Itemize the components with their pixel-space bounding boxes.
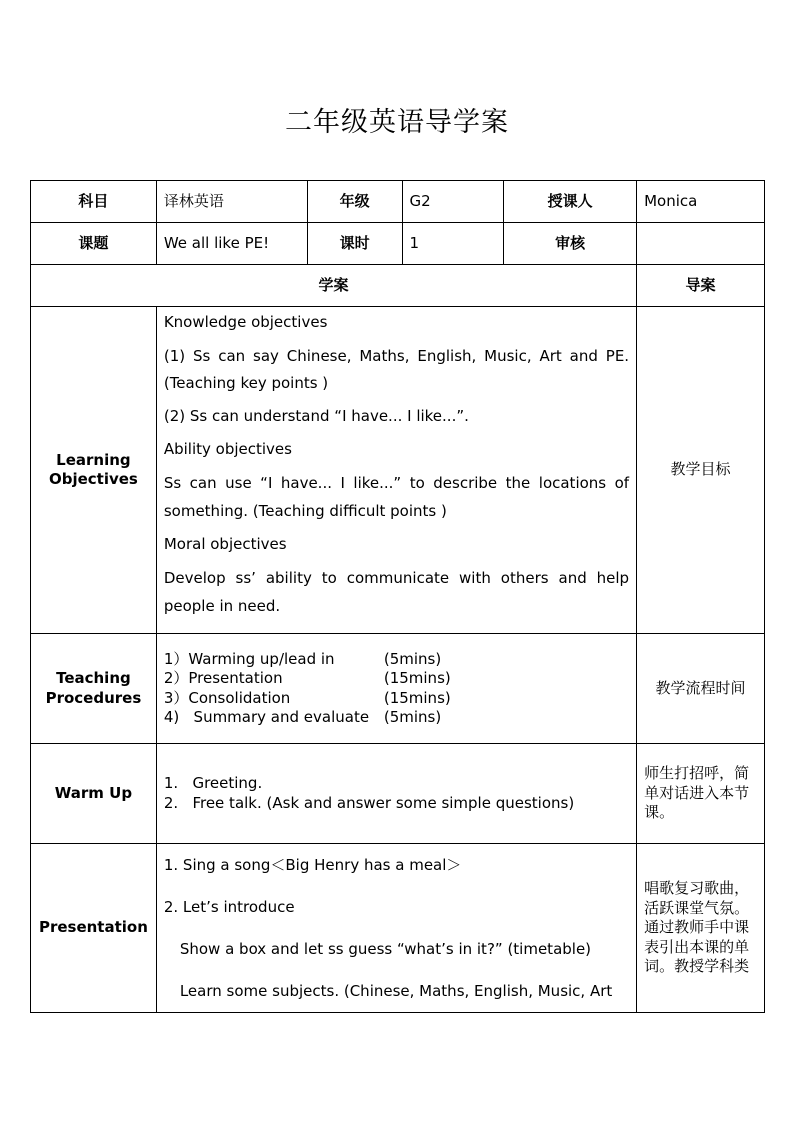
warmup-item: 2. Free talk. (Ask and answer some simple questions) [163,793,575,812]
objectives-guide: 教学目标 [637,307,765,634]
plan-column-header: 学案 [31,265,637,307]
grade-label: 年级 [307,181,402,223]
presentation-label: Presentation [31,844,157,1013]
warmup-content [156,744,636,844]
procedure-step-name: 4) Summary and evaluate [163,708,370,726]
procedures-label-line2: Procedures [45,688,142,707]
procedure-step-time: (5mins) [383,649,442,668]
objective-line: (2) Ss can understand “I have... I like...”. [163,407,469,425]
presentation-line: 2. Let’s introduce [163,898,295,916]
procedure-step-name: 1）Warming up/lead in [163,649,335,668]
objective-line: Knowledge objectives [163,313,328,331]
document-title: 二年级英语导学案 [285,107,509,138]
procedure-step [164,669,629,689]
grade-value: G2 [402,181,504,223]
lesson-plan-table [30,180,765,1013]
column-header-row [31,265,765,307]
procedure-step [164,689,629,709]
review-label: 审核 [504,223,637,265]
procedure-step [164,650,629,670]
procedure-step-time: (5mins) [383,708,442,726]
objectives-row [31,307,765,634]
header-row-1 [31,181,765,223]
review-value [637,223,765,265]
objectives-label-line1: Learning [56,450,131,469]
objectives-label-line2: Objectives [48,470,138,488]
header-row-2 [31,223,765,265]
procedures-content [156,634,636,744]
guide-column-header: 导案 [637,265,765,307]
subject-label: 科目 [31,181,157,223]
procedure-step-time: (15mins) [383,669,451,687]
presentation-content [156,844,636,1013]
procedure-step-name: 3）Consolidation [163,688,291,707]
objective-line: Develop ss’ ability to communicate with others and help people in need. [163,569,630,615]
warmup-row [31,744,765,844]
presentation-line: Show a box and let ss guess “what’s in it?” (timetable) [179,940,592,958]
objectives-content [156,307,636,634]
topic-value: We all like PE! [156,223,307,265]
objective-line: Ability objectives [163,440,292,458]
presentation-row [31,844,765,1013]
warmup-label: Warm Up [31,744,157,844]
procedure-step [164,708,629,728]
procedures-guide: 教学流程时间 [637,634,765,744]
presentation-line: Learn some subjects. (Chinese, Maths, English, Music, Art [179,982,613,1000]
procedures-label-line1: Teaching [56,669,131,687]
objective-line: (1) Ss can say Chinese, Maths, English, Music, Art and PE. (Teaching key points ) [163,347,630,392]
presentation-line: 1. Sing a song＜Big Henry has a meal＞ [163,856,462,874]
period-label: 课时 [307,223,402,265]
procedures-label [31,634,157,744]
period-value: 1 [402,223,504,265]
procedures-row [31,634,765,744]
topic-label: 课题 [31,223,157,265]
procedure-step-name: 2）Presentation [163,669,283,687]
teacher-value: Monica [637,181,765,223]
procedure-step-time: (15mins) [383,688,451,707]
warmup-item: 1. Greeting. [163,774,263,792]
objective-line: Moral objectives [163,535,287,553]
objectives-label [31,307,157,634]
warmup-guide: 师生打招呼，简单对话进入本节课。 [637,744,765,844]
subject-value: 译林英语 [156,181,307,223]
objective-line: Ss can use “I have... I like...” to describe the locations of something. (Teaching difficult points ) [163,474,630,520]
presentation-guide: 唱歌复习歌曲，活跃课堂气氛。通过教师手中课表引出本课的单词。教授学科类 [637,844,765,1013]
teacher-label: 授课人 [504,181,637,223]
